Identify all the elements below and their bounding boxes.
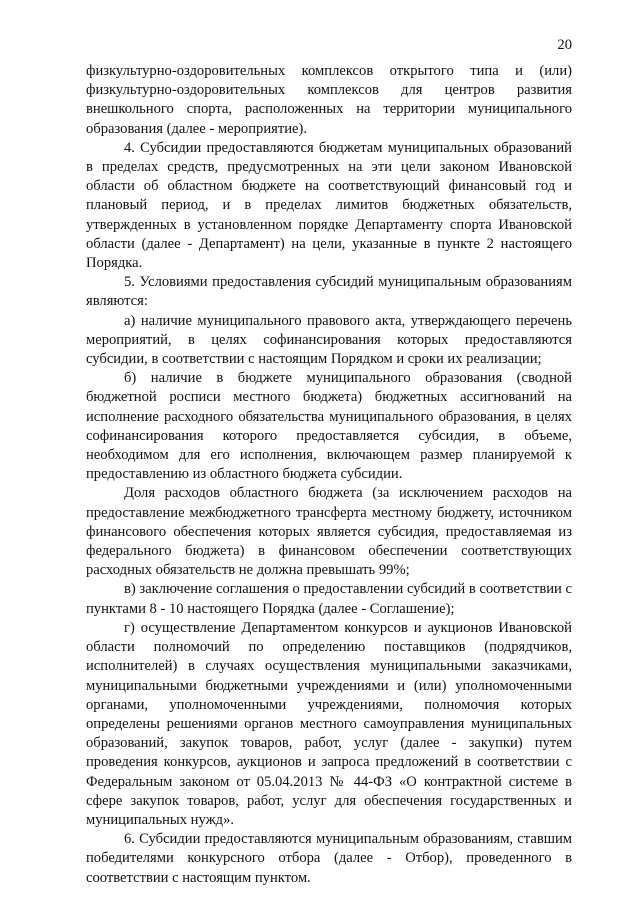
paragraph-share-of-expenses: Доля расходов областного бюджета (за исключением расходов на предоставление межбюджетного трансферта местному бюджету, источником финансового обеспечения которых является субсидия, предоставляемая из федерального бюджета) в финансовом обеспечении соответствующих расходных обязательств не должна превышать 99%; [86,485,572,579]
paragraph-intro-continuation: физкультурно-оздоровительных комплексов открытого типа и (или) физкультурно-оздоровительных комплексов для центров развития внешкольного спорта, расположенных на территории муниципального образования (далее - мероприятие). [86,63,572,137]
paragraph-item-4: 4. Субсидии предоставляются бюджетам муниципальных образований в пределах средств, предусмотренных на эти цели законом Ивановской области об областном бюджете на соответствующий финансовый год и плановый период, и в пределах лимитов бюджетных обязательств, утвержденных в установленном порядке Департаменту спорта Ивановской области (далее - Департамент) на цели, указанные в пункте 2 настоящего Порядка. [86,139,572,272]
paragraph-condition-a: а) наличие муниципального правового акта, утверждающего перечень мероприятий, в целях софинансирования которых предоставляются субсидии, в соответствии с настоящим Порядком и сроки их реализации; [86,312,572,368]
paragraph-item-6: 6. Субсидии предоставляются муниципальным образованиям, ставшим победителями конкурсного отбора (далее - Отбор), проведенного в соответствии с настоящим пунктом. [86,831,572,886]
page-number: 20 [557,37,572,53]
paragraph-condition-b: б) наличие в бюджете муниципального образования (сводной бюджетной росписи местного бюджета) бюджетных ассигнований на исполнение расходного обязательства муниципального образования, в целях софинансирования которого предоставляется субсидия, в объеме, необходимом для его исполнения, включающем размер планируемой к предоставлению из областного бюджета субсидии. [86,370,572,483]
document-body [86,62,572,888]
paragraph-item-5: 5. Условиями предоставления субсидий муниципальным образованиям являются: [86,274,572,310]
paragraph-condition-v: в) заключение соглашения о предоставлении субсидий в соответствии с пунктами 8 - 10 настоящего Порядка (далее - Соглашение); [86,581,572,617]
paragraph-condition-g: г) осуществление Департаментом конкурсов и аукционов Ивановской области полномочий по определению поставщиков (подрядчиков, исполнителей) в случаях осуществления муниципальными заказчиками, муниципальными бюджетными учреждениями и (или) уполномоченными органами, уполномоченными учреждениями, полномочия которых определены решениями органов местного самоуправления муниципальных образований, закупок товаров, работ, услуг (далее - закупки) путем проведения конкурсов, аукционов и запроса предложений в соответствии с Федеральным законом от 05.04.2013 № 44-ФЗ «О контрактной системе в сфере закупок товаров, работ, услуг для обеспечения государственных и муниципальных нужд». [86,619,572,828]
